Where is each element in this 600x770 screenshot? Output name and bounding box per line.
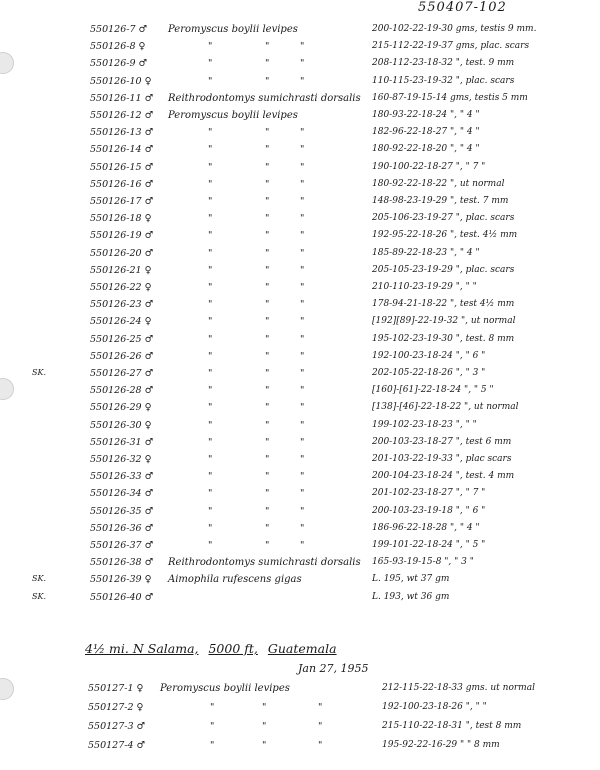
catalog-number: 550126-38 ♂: [90, 557, 154, 569]
specimen-row: [0, 740, 600, 757]
ditto-mark: ": [300, 454, 305, 465]
ditto-mark: ": [208, 196, 213, 207]
ditto-mark: ": [208, 522, 213, 534]
measurements: 195-92-22-16-29 " " 8 mm: [382, 740, 500, 750]
measurements: 208-112-23-18-32 ", test. 9 mm: [372, 58, 515, 69]
measurements: 148-98-23-19-29 ", test. 7 mm: [372, 196, 509, 206]
catalog-number: 550126-28 ♂: [90, 385, 154, 397]
catalog-number: 550127-1 ♀: [88, 683, 144, 694]
ditto-mark: ": [208, 436, 213, 448]
measurements: 215-110-22-18-31 ", test 8 mm: [382, 721, 522, 731]
catalog-number: 550126-8 ♀: [90, 41, 146, 53]
ditto-mark: ": [300, 299, 305, 311]
ditto-mark: ": [208, 299, 213, 311]
locality-country: Guatemala: [267, 641, 337, 656]
species-name: Peromyscus boylii levipes: [160, 683, 290, 694]
ditto-mark: ": [208, 368, 213, 379]
measurements: 190-100-22-18-27 ", " 7 ": [372, 161, 486, 172]
ditto-mark: ": [208, 58, 213, 70]
catalog-number: 550127-4 ♂: [88, 740, 146, 751]
ditto-mark: ": [300, 402, 305, 414]
ditto-mark: ": [208, 316, 213, 328]
measurements: 205-106-23-19-27 ", plac. scars: [372, 213, 515, 224]
catalog-number: 550126-21 ♀: [90, 264, 152, 276]
ditto-mark: ": [300, 178, 305, 190]
ditto-mark: ": [208, 488, 213, 500]
catalog-number: 550126-17 ♂: [90, 196, 154, 207]
specimen-row: [0, 316, 600, 333]
ditto-mark: ": [210, 740, 215, 751]
ditto-mark: ": [265, 247, 270, 259]
ditto-mark: ": [300, 419, 305, 431]
catalog-number: 550126-18 ♀: [90, 213, 152, 225]
specimen-row: [0, 162, 600, 179]
ditto-mark: ": [265, 58, 270, 70]
specimen-row: [0, 471, 600, 488]
catalog-number: 550126-35 ♂: [90, 505, 154, 517]
specimen-row: [0, 557, 600, 574]
specimen-row: [0, 683, 600, 700]
measurements: [160]-[61]-22-18-24 ", " 5 ": [372, 385, 494, 396]
catalog-number: 550126-23 ♂: [90, 299, 154, 311]
specimen-row: [0, 540, 600, 557]
ditto-mark: ": [300, 471, 305, 483]
catalog-number: 550126-19 ♂: [90, 230, 154, 242]
catalog-number: 550126-40 ♂: [90, 591, 154, 603]
specimen-row: [0, 721, 600, 738]
measurements: 178-94-21-18-22 ", test 4½ mm: [372, 299, 515, 310]
measurements: 199-102-23-18-23 ", " ": [372, 419, 477, 430]
catalog-number: 550126-14 ♂: [90, 144, 154, 156]
locality-heading: [85, 641, 343, 656]
measurements: 185-89-22-18-23 ", " 4 ": [372, 247, 480, 258]
ditto-mark: ": [300, 540, 305, 551]
prep-mark: SK.: [32, 574, 46, 584]
ditto-mark: ": [265, 161, 270, 173]
ditto-mark: ": [300, 368, 305, 379]
ditto-mark: ": [265, 75, 270, 87]
measurements: 192-95-22-18-26 ", test. 4½ mm: [372, 230, 518, 241]
ditto-mark: ": [208, 144, 213, 156]
ditto-mark: ": [265, 454, 270, 465]
catalog-number: 550126-10 ♀: [90, 75, 152, 87]
specimen-row: [0, 179, 600, 196]
specimen-row: [0, 592, 600, 609]
measurements: 186-96-22-18-28 ", " 4 ": [372, 522, 480, 533]
ditto-mark: ": [265, 316, 270, 328]
ditto-mark: ": [210, 721, 215, 732]
species-name: Reithrodontomys sumichrasti dorsalis: [168, 557, 361, 569]
ditto-mark: ": [208, 178, 213, 190]
measurements: 201-103-22-19-33 ", plac scars: [372, 454, 512, 464]
ditto-mark: ": [265, 350, 270, 362]
ditto-mark: ": [208, 213, 213, 225]
specimen-row: [0, 58, 600, 75]
species-name: Peromyscus boylii levipes: [168, 24, 298, 35]
ditto-mark: ": [265, 196, 270, 207]
specimen-row: [0, 368, 600, 385]
catalog-number: 550126-33 ♂: [90, 471, 154, 483]
ditto-mark: ": [265, 213, 270, 225]
catalog-number: 550126-7 ♂: [90, 24, 148, 35]
catalog-number: 550126-11 ♂: [90, 92, 154, 104]
measurements: 200-103-23-18-27 ", test 6 mm: [372, 436, 512, 447]
measurements: 215-112-22-19-37 gms, plac. scars: [372, 41, 530, 52]
specimen-row: [0, 702, 600, 719]
ditto-mark: ": [208, 333, 213, 345]
ditto-mark: ": [300, 316, 305, 328]
page-number: 550407-102: [418, 0, 507, 15]
ditto-mark: ": [300, 488, 305, 500]
ditto-mark: ": [300, 161, 305, 173]
species-name: Reithrodontomys sumichrasti dorsalis: [168, 92, 361, 104]
specimen-row: [0, 437, 600, 454]
ditto-mark: ": [300, 385, 305, 397]
ditto-mark: ": [300, 264, 305, 276]
ditto-mark: ": [208, 402, 213, 414]
ditto-mark: ": [300, 75, 305, 87]
ditto-mark: ": [300, 505, 305, 517]
measurements: 210-110-23-19-29 ", " ": [372, 282, 477, 292]
specimen-row: [0, 299, 600, 316]
measurements: 205-105-23-19-29 ", plac. scars: [372, 264, 515, 275]
measurements: 212-115-22-18-33 gms. ut normal: [382, 683, 535, 693]
collection-date: Jan 27, 1955: [298, 662, 369, 675]
prep-mark: SK.: [32, 368, 46, 377]
measurements: 180-92-22-18-20 ", " 4 ": [372, 144, 480, 155]
ditto-mark: ": [265, 540, 270, 551]
ditto-mark: ": [208, 471, 213, 483]
specimen-row: [0, 248, 600, 265]
specimen-row: [0, 41, 600, 58]
measurements: 180-92-22-18-22 ", ut normal: [372, 178, 505, 189]
species-name: Aimophila rufescens gigas: [168, 574, 302, 586]
specimen-row: [0, 334, 600, 351]
ditto-mark: ": [265, 402, 270, 414]
catalog-number: 550126-24 ♀: [90, 316, 152, 328]
specimen-row: [0, 127, 600, 144]
ditto-mark: ": [208, 350, 213, 362]
ditto-mark: ": [208, 540, 213, 551]
catalog-number: 550126-34 ♂: [90, 488, 154, 500]
specimen-row: [0, 110, 600, 127]
specimen-row: [0, 93, 600, 110]
measurements: 110-115-23-19-32 ", plac. scars: [372, 75, 515, 86]
ditto-mark: ": [210, 702, 215, 713]
ditto-mark: ": [208, 264, 213, 276]
catalog-number: 550126-15 ♂: [90, 161, 154, 173]
ditto-mark: ": [300, 213, 305, 225]
specimen-row: [0, 230, 600, 247]
measurements: 200-103-23-19-18 ", " 6 ": [372, 505, 486, 516]
ditto-mark: ": [265, 419, 270, 431]
ditto-mark: ": [208, 75, 213, 87]
ditto-mark: ": [265, 471, 270, 483]
ditto-mark: ": [208, 127, 213, 139]
ditto-mark: ": [208, 419, 213, 431]
specimen-row: [0, 282, 600, 299]
specimen-row: [0, 402, 600, 419]
specimen-row: [0, 454, 600, 471]
ditto-mark: ": [300, 230, 305, 242]
ditto-mark: ": [300, 196, 305, 207]
ditto-mark: ": [208, 41, 213, 53]
locality-place: 4½ mi. N Salama,: [85, 641, 199, 656]
measurements: 180-93-22-18-24 ", " 4 ": [372, 110, 480, 120]
ditto-mark: ": [300, 144, 305, 156]
measurements: 165-93-19-15-8 ", " 3 ": [372, 557, 474, 568]
catalog-number: 550126-30 ♀: [90, 419, 152, 431]
catalog-number: 550126-39 ♀: [90, 574, 152, 586]
catalog-number: 550126-31 ♂: [90, 436, 154, 448]
specimen-row: [0, 488, 600, 505]
ditto-mark: ": [300, 127, 305, 139]
ditto-mark: ": [265, 385, 270, 397]
ditto-mark: ": [262, 721, 267, 732]
specimen-row: [0, 24, 600, 41]
specimen-row: [0, 351, 600, 368]
catalog-number: 550126-9 ♂: [90, 58, 148, 70]
measurements: 199-101-22-18-24 ", " 5 ": [372, 540, 486, 550]
prep-mark: SK.: [32, 591, 46, 601]
catalog-number: 550126-37 ♂: [90, 540, 154, 551]
catalog-number: 550126-26 ♂: [90, 350, 154, 362]
specimen-row: [0, 523, 600, 540]
ditto-mark: ": [265, 368, 270, 379]
ditto-mark: ": [265, 282, 270, 293]
ditto-mark: ": [300, 350, 305, 362]
specimen-row: [0, 144, 600, 161]
catalog-number: 550126-22 ♀: [90, 282, 152, 293]
ditto-mark: ": [265, 144, 270, 156]
measurements: L. 193, wt 36 gm: [372, 591, 450, 602]
ditto-mark: ": [300, 58, 305, 70]
ditto-mark: ": [300, 282, 305, 293]
ditto-mark: ": [265, 505, 270, 517]
measurements: 182-96-22-18-27 ", " 4 ": [372, 127, 480, 138]
ditto-mark: ": [265, 333, 270, 345]
ditto-mark: ": [265, 230, 270, 242]
ditto-mark: ": [300, 41, 305, 53]
species-name: Peromyscus boylii levipes: [168, 110, 298, 121]
ditto-mark: ": [208, 282, 213, 293]
catalog-number: 550126-12 ♂: [90, 110, 154, 121]
catalog-number: 550126-13 ♂: [90, 127, 154, 139]
specimen-row: [0, 385, 600, 402]
locality-elevation: 5000 ft,: [208, 641, 258, 656]
specimen-row: [0, 76, 600, 93]
specimen-row: [0, 213, 600, 230]
measurements: 160-87-19-15-14 gms, testis 5 mm: [372, 92, 528, 103]
ditto-mark: ": [300, 247, 305, 259]
ditto-mark: ": [265, 178, 270, 190]
catalog-number: 550126-16 ♂: [90, 178, 154, 190]
measurements: 200-104-23-18-24 ", test. 4 mm: [372, 471, 515, 482]
ditto-mark: ": [208, 385, 213, 397]
ditto-mark: ": [300, 522, 305, 534]
ditto-mark: ": [262, 740, 267, 751]
ditto-mark: ": [265, 436, 270, 448]
measurements: 195-102-23-19-30 ", test. 8 mm: [372, 333, 515, 344]
ditto-mark: ": [265, 299, 270, 311]
measurements: 192-100-23-18-26 ", " ": [382, 702, 487, 712]
ditto-mark: ": [265, 127, 270, 139]
measurements: [192][89]-22-19-32 ", ut normal: [372, 316, 516, 327]
ditto-mark: ": [300, 436, 305, 448]
specimen-row: [0, 506, 600, 523]
catalog-number: 550126-32 ♀: [90, 454, 152, 465]
specimen-row: [0, 420, 600, 437]
measurements: 201-102-23-18-27 ", " 7 ": [372, 488, 486, 499]
ditto-mark: ": [262, 702, 267, 713]
ditto-mark: ": [208, 505, 213, 517]
ditto-mark: ": [318, 740, 323, 751]
specimen-row: [0, 265, 600, 282]
ditto-mark: ": [265, 522, 270, 534]
catalog-number: 550126-20 ♂: [90, 247, 154, 259]
measurements: 192-100-23-18-24 ", " 6 ": [372, 350, 486, 361]
ditto-mark: ": [208, 161, 213, 173]
ditto-mark: ": [318, 702, 323, 713]
measurements: 202-105-22-18-26 ", " 3 ": [372, 368, 486, 378]
specimen-row: [0, 196, 600, 213]
catalog-number: 550127-2 ♀: [88, 702, 144, 713]
measurements: [138]-[46]-22-18-22 ", ut normal: [372, 402, 519, 413]
ditto-mark: ": [265, 488, 270, 500]
catalog-number: 550126-36 ♂: [90, 522, 154, 534]
specimen-row: [0, 574, 600, 591]
catalog-number: 550126-27 ♂: [90, 368, 154, 379]
ditto-mark: ": [265, 41, 270, 53]
catalog-number: 550126-29 ♀: [90, 402, 152, 414]
ditto-mark: ": [300, 333, 305, 345]
catalog-number: 550126-25 ♂: [90, 333, 154, 345]
ditto-mark: ": [208, 454, 213, 465]
ditto-mark: ": [208, 247, 213, 259]
catalog-number: 550127-3 ♂: [88, 721, 146, 732]
ditto-mark: ": [208, 230, 213, 242]
ditto-mark: ": [318, 721, 323, 732]
measurements: L. 195, wt 37 gm: [372, 574, 450, 585]
ditto-mark: ": [265, 264, 270, 276]
measurements: 200-102-22-19-30 gms, testis 9 mm.: [372, 24, 537, 34]
